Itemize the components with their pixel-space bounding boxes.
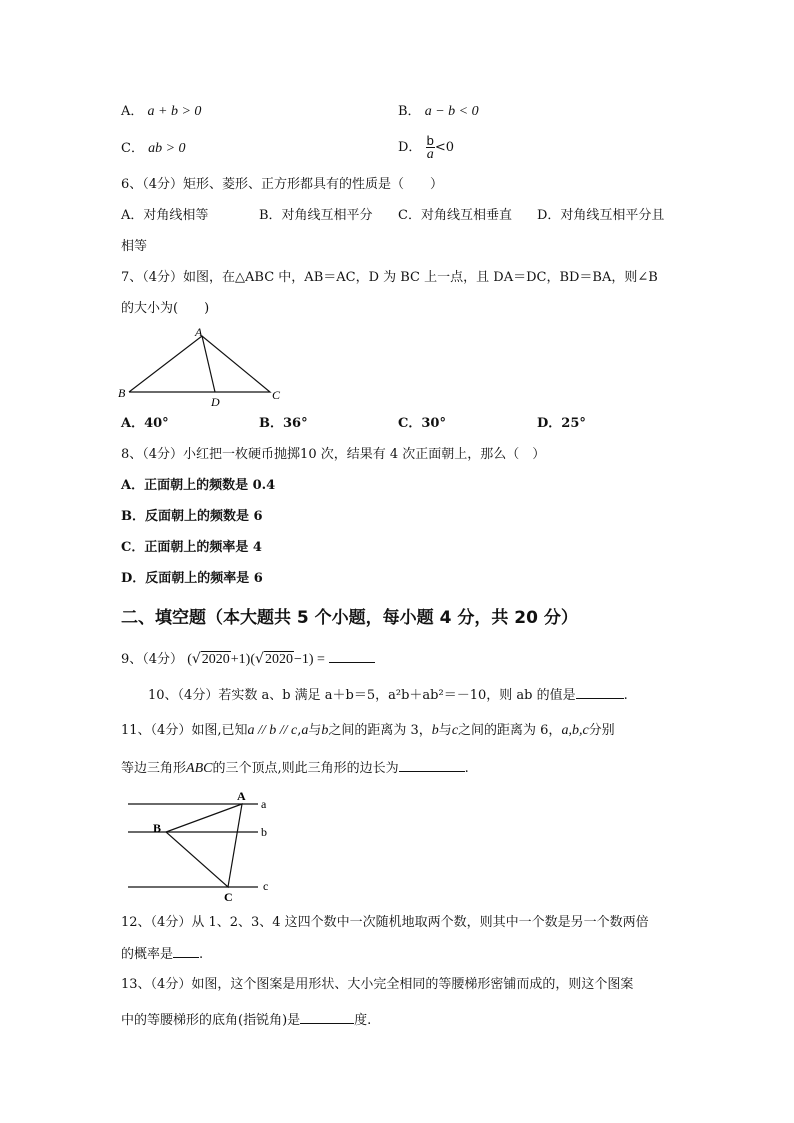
q8-option-b: B．反面朝上的频数是 6 (121, 509, 263, 524)
q11-line1-end: 分别 (588, 723, 615, 738)
q11-word-yu-1: 与 (308, 723, 322, 738)
q11-label-line-b: b (261, 825, 267, 839)
q7-stem-line1: 7、（4分）如图，在△ABC 中，AB＝AC，D 为 BC 上一点，且 DA＝DC，BD＝BA，则∠B (121, 270, 658, 285)
q5-option-d-label: D． (398, 140, 422, 155)
q11-word-yu-2: 与 (438, 723, 452, 738)
q5-option-b (398, 103, 479, 121)
q11-parallel-lines-figure (120, 786, 290, 904)
q11-answer-blank[interactable] (399, 759, 465, 772)
q9-expr-plus: +1) (230, 652, 251, 667)
q11-var-b-2: b (431, 723, 439, 738)
q11-line2-mid: 的三个顶点,则此三角形的边长为 (212, 761, 399, 776)
q11-label-point-b: B (153, 821, 162, 835)
q7-triangle-abc (129, 336, 270, 392)
q13-line1: 13、（4分）如图，这个图案是用形状、大小完全相同的等腰梯形密铺而成的，则这个图案 (121, 977, 634, 992)
q11-var-a: a (301, 723, 309, 738)
q5-option-d-denominator: a (426, 147, 434, 162)
q10-answer-blank[interactable] (576, 686, 624, 699)
q6-option-b: B．对角线互相平分 (259, 208, 373, 223)
q11-vars-abc: a,b,c (561, 723, 589, 738)
q5-option-c-label: C． (121, 141, 144, 156)
q5-option-a (121, 103, 201, 121)
q11-line2-prefix: 等边三角形 (121, 761, 187, 776)
q11-triangle-abc (166, 804, 242, 887)
q7-stem-line2: 的大小为( ) (121, 301, 210, 316)
q7-option-b: B．36° (259, 416, 308, 431)
q9-line (121, 650, 375, 669)
q11-line2 (121, 759, 469, 778)
q11-parallel-expr: a // b // c (247, 723, 298, 738)
q7-label-b: B (118, 386, 126, 400)
q12-line2-end: . (199, 947, 204, 962)
q5-option-d-fraction (426, 134, 435, 161)
q7-label-a: A (195, 325, 203, 339)
q11-line1-comma: , (297, 723, 302, 738)
q11-label-point-a: A (237, 789, 246, 803)
q7-triangle-figure (115, 322, 295, 412)
q6-option-a: A．对角线相等 (121, 208, 209, 223)
q5-option-d-rest: <0 (434, 140, 454, 155)
q13-line2-end: 度. (354, 1013, 372, 1028)
q7-option-d: D．25° (537, 416, 586, 431)
q9-sqrt-symbol-2: √ (255, 651, 264, 667)
q9-open-paren-1: ( (187, 652, 192, 667)
q7-option-a: A．40° (121, 416, 169, 431)
q5-option-d (398, 132, 454, 164)
q6-option-c: C．对角线互相垂直 (398, 208, 512, 223)
q11-triangle-name: ABC (186, 761, 213, 776)
q6-option-d-continued: 相等 (121, 239, 148, 254)
q10-text: 10、（4分）若实数 a、b 满足 a＋b＝5，a²b＋ab²＝－10，则 ab 的值是 (148, 688, 576, 703)
q11-label-line-c: c (263, 879, 269, 893)
q9-expr-minus: −1) = (293, 652, 325, 667)
q5-option-b-label: B． (398, 104, 421, 119)
q12-answer-blank[interactable] (173, 945, 199, 958)
q8-option-a: A．正面朝上的频数是 0.4 (121, 478, 276, 493)
q11-var-b: b (321, 723, 329, 738)
q12-line1: 12、（4分）从 1、2、3、4 这四个数中一次随机地取两个数，则其中一个数是另一个数两倍 (121, 915, 649, 930)
q5-option-c (121, 140, 186, 158)
section2-title: 二、填空题（本大题共 5 个小题，每小题 4 分，共 20 分） (121, 608, 578, 628)
q7-option-c: C．30° (398, 416, 446, 431)
q6-option-d: D．对角线互相平分且 (537, 208, 665, 223)
q9-open-paren-2: ( (250, 652, 256, 667)
q9-sqrt-symbol-1: √ (191, 651, 201, 667)
q9-radicand-2: 2020 (264, 652, 293, 667)
q8-stem: 8、（4分）小红把一枚硬币抛掷10 次，结果有 4 次正面朝上，那么（ ） (121, 447, 546, 462)
q13-answer-blank[interactable] (300, 1011, 354, 1024)
q11-line1 (121, 722, 615, 740)
q5-option-c-expr: ab > 0 (148, 141, 186, 156)
q10-line (148, 686, 628, 705)
q9-prefix: 9、（4分） (121, 652, 184, 667)
q10-end: . (623, 688, 628, 703)
q11-distance-bc: 之间的距离为 6， (458, 723, 562, 738)
q11-var-c: c (451, 723, 459, 738)
q13-line2-text: 中的等腰梯形的底角(指锐角)是 (121, 1013, 301, 1028)
q12-line2 (121, 945, 203, 964)
q5-option-b-expr: a − b < 0 (424, 104, 479, 119)
q12-line2-text: 的概率是 (121, 947, 174, 962)
q11-label-point-c: C (224, 890, 233, 904)
q7-label-d: D (211, 395, 220, 409)
q8-option-d: D．反面朝上的频率是 6 (121, 571, 263, 586)
q6-stem: 6、（4分）矩形、菱形、正方形都具有的性质是（ ） (121, 177, 444, 192)
q9-radicand-1: 2020 (201, 652, 230, 667)
q7-label-c: C (272, 388, 281, 402)
q11-line2-end: . (464, 761, 469, 776)
q5-option-a-expr: a + b > 0 (147, 104, 202, 119)
q5-option-d-numerator: b (426, 133, 434, 148)
q8-option-c: C．正面朝上的频率是 4 (121, 540, 262, 555)
q11-distance-ab: 之间的距离为 3， (328, 723, 432, 738)
q13-line2 (121, 1011, 371, 1030)
q9-answer-blank[interactable] (329, 650, 375, 663)
q5-option-a-label: A． (121, 104, 144, 119)
q11-line1-prefix: 11、（4分）如图,已知 (121, 723, 248, 738)
q11-label-line-a: a (261, 797, 267, 811)
